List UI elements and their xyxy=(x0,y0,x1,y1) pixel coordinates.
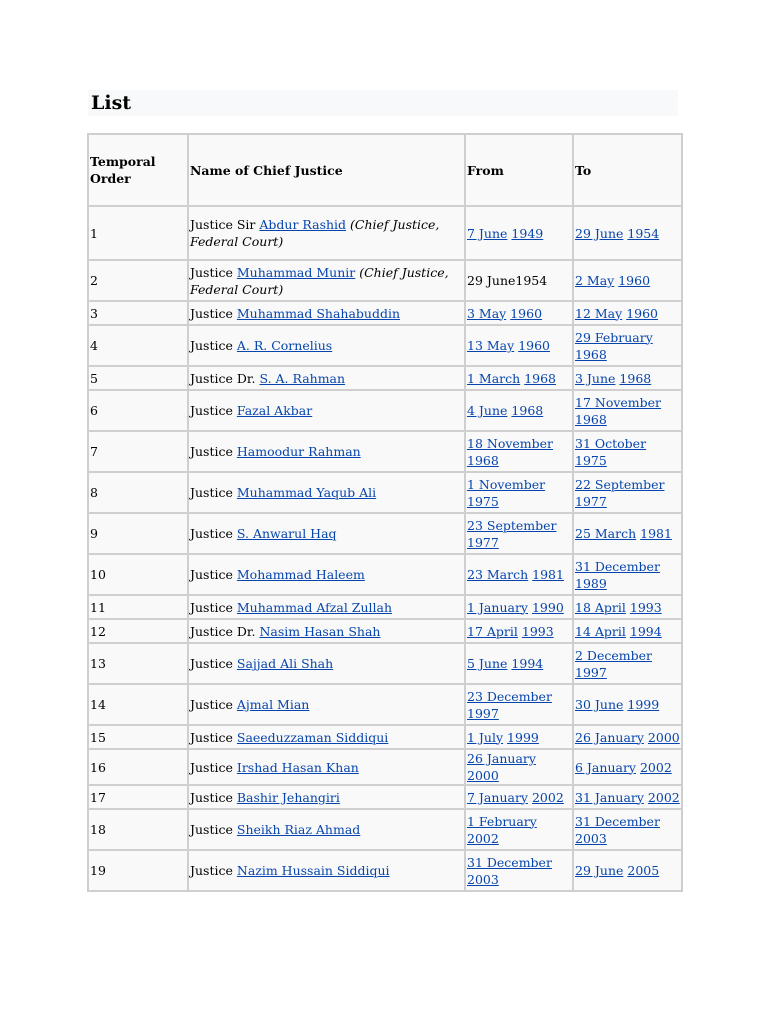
table-row xyxy=(88,301,682,325)
table-row xyxy=(88,809,682,850)
name-cell xyxy=(188,643,465,684)
name-cell xyxy=(188,206,465,260)
name-cell xyxy=(188,809,465,850)
name-cell xyxy=(188,554,465,595)
date-link[interactable]: 13 May xyxy=(467,338,515,353)
date-link[interactable]: 1968 xyxy=(575,411,607,427)
cell-text: Justice Dr. xyxy=(190,623,260,639)
table-row xyxy=(88,749,682,785)
date-link[interactable]: 2003 xyxy=(467,871,499,887)
date-link[interactable]: 1977 xyxy=(575,493,607,509)
order-cell: 5 xyxy=(88,366,188,390)
date-link[interactable]: 23 March xyxy=(467,567,529,582)
date-link[interactable]: 1968 xyxy=(575,346,607,362)
date-link[interactable]: 2 December xyxy=(575,647,652,663)
chief-justices-table xyxy=(87,133,683,892)
date-link[interactable]: 30 June xyxy=(575,697,624,712)
date-link[interactable]: 17 November xyxy=(575,394,662,410)
name-cell xyxy=(188,785,465,809)
order-cell: 7 xyxy=(88,431,188,472)
table-row xyxy=(88,850,682,891)
date-link[interactable]: 29 February xyxy=(575,329,653,345)
date-link[interactable]: 2000 xyxy=(647,729,680,745)
date-link[interactable]: 31 December xyxy=(467,854,552,870)
office-note: (Chief Justice, Federal Court) xyxy=(190,217,440,249)
to-date-cell xyxy=(573,301,682,325)
from-date-cell xyxy=(465,595,573,619)
date-link[interactable]: 2000 xyxy=(467,768,499,783)
from-date-cell xyxy=(465,684,573,725)
date-link[interactable]: 31 January xyxy=(575,789,644,805)
date-link[interactable]: 1954 xyxy=(627,225,660,241)
date-link[interactable]: 6 January xyxy=(575,759,636,775)
column-header-order: Temporal Order xyxy=(88,134,188,206)
justice-name-link[interactable]: Saeeduzzaman Siddiqui xyxy=(236,729,389,745)
date-link[interactable]: 2002 xyxy=(531,789,564,805)
cell-text: Justice xyxy=(190,697,237,712)
date-link[interactable]: 1 February xyxy=(467,813,537,829)
from-date-cell xyxy=(465,554,573,595)
column-header-to: To xyxy=(573,134,682,206)
date-link[interactable]: 2 May xyxy=(575,273,615,288)
column-header-name: Name of Chief Justice xyxy=(188,134,465,206)
justice-name-link[interactable]: Nazim Hussain Siddiqui xyxy=(236,863,390,878)
name-cell xyxy=(188,725,465,749)
from-date-cell xyxy=(465,850,573,891)
from-date-cell xyxy=(465,431,573,472)
date-link[interactable]: 31 December xyxy=(575,558,660,574)
from-date-cell xyxy=(465,785,573,809)
date-link[interactable]: 5 June xyxy=(467,656,508,671)
to-date-cell xyxy=(573,809,682,850)
name-cell xyxy=(188,619,465,643)
to-date-cell xyxy=(573,619,682,643)
cell-text: Justice xyxy=(190,526,237,541)
date-link[interactable]: 1993 xyxy=(629,599,662,615)
date-link[interactable]: 26 January xyxy=(575,729,644,745)
to-date-cell xyxy=(573,725,682,749)
to-date-cell xyxy=(573,472,682,513)
date-link[interactable]: 18 April xyxy=(575,599,626,615)
order-cell: 16 xyxy=(88,749,188,785)
from-date-cell xyxy=(465,725,573,749)
justice-name-link[interactable]: Irshad Hasan Khan xyxy=(236,759,359,775)
name-cell xyxy=(188,749,465,785)
table-row xyxy=(88,390,682,431)
date-link[interactable]: 1981 xyxy=(532,567,564,582)
date-link[interactable]: 1968 xyxy=(511,403,544,418)
to-date-cell xyxy=(573,595,682,619)
date-link[interactable]: 31 October xyxy=(575,435,647,451)
from-date-cell xyxy=(465,301,573,325)
date-link[interactable]: 1 March xyxy=(467,370,521,386)
date-link[interactable]: 31 December xyxy=(575,813,660,829)
date-link[interactable]: 2003 xyxy=(575,830,607,846)
justice-name-link[interactable]: Nasim Hasan Shah xyxy=(259,623,381,639)
cell-text: Justice Dr. xyxy=(190,370,260,386)
date-link[interactable]: 1999 xyxy=(507,729,539,745)
name-cell xyxy=(188,684,465,725)
from-date-cell xyxy=(465,513,573,554)
to-date-cell xyxy=(573,850,682,891)
justice-name-link[interactable]: Hamoodur Rahman xyxy=(236,444,361,459)
from-date-cell xyxy=(465,206,573,260)
column-header-from: From xyxy=(465,134,573,206)
date-link[interactable]: 1949 xyxy=(511,225,544,241)
cell-text: Justice xyxy=(190,567,237,582)
to-date-cell xyxy=(573,554,682,595)
date-link[interactable]: 1975 xyxy=(575,452,607,468)
to-date-cell xyxy=(573,785,682,809)
date-link[interactable]: 1960 xyxy=(618,273,651,288)
table-row xyxy=(88,260,682,301)
name-cell xyxy=(188,472,465,513)
order-cell: 14 xyxy=(88,684,188,725)
date-link[interactable]: 7 June xyxy=(467,225,508,241)
date-link[interactable]: 2005 xyxy=(627,863,660,878)
order-cell: 11 xyxy=(88,595,188,619)
date-link[interactable]: 1999 xyxy=(627,697,660,712)
date-link[interactable]: 1 January xyxy=(467,599,528,615)
date-link[interactable]: 18 November xyxy=(467,435,554,451)
cell-text: Justice xyxy=(190,863,237,878)
date-link[interactable]: 2002 xyxy=(647,789,680,805)
from-date-cell xyxy=(465,643,573,684)
order-cell: 12 xyxy=(88,619,188,643)
table-row xyxy=(88,684,682,725)
date-link[interactable]: 1960 xyxy=(626,305,658,321)
from-date-cell xyxy=(465,472,573,513)
cell-text: Justice xyxy=(190,305,237,321)
justice-name-link[interactable]: Sheikh Riaz Ahmad xyxy=(236,822,361,837)
table-row xyxy=(88,325,682,366)
to-date-cell xyxy=(573,366,682,390)
date-link[interactable]: 1994 xyxy=(511,656,544,671)
name-cell xyxy=(188,850,465,891)
order-cell: 6 xyxy=(88,390,188,431)
date-link[interactable]: 1975 xyxy=(467,493,499,509)
justice-name-link[interactable]: S. Anwarul Haq xyxy=(236,526,337,541)
date-link[interactable]: 2002 xyxy=(639,759,672,775)
to-date-cell xyxy=(573,390,682,431)
cell-text: Justice Sir xyxy=(190,217,260,232)
justice-name-link[interactable]: Ajmal Mian xyxy=(236,697,310,712)
name-cell xyxy=(188,513,465,554)
to-date-cell xyxy=(573,749,682,785)
table-row xyxy=(88,513,682,554)
table-row xyxy=(88,595,682,619)
date-link[interactable]: 1989 xyxy=(575,575,607,591)
name-cell xyxy=(188,431,465,472)
date-link[interactable]: 1997 xyxy=(467,705,499,721)
table-row xyxy=(88,785,682,809)
from-date-cell xyxy=(465,390,573,431)
order-cell: 9 xyxy=(88,513,188,554)
date-link[interactable]: 3 June xyxy=(575,370,616,386)
table-row xyxy=(88,725,682,749)
order-cell: 13 xyxy=(88,643,188,684)
date-link[interactable]: 26 January xyxy=(467,751,536,766)
table-header-row xyxy=(88,134,682,206)
date-link[interactable]: 17 April xyxy=(467,623,518,639)
date-link[interactable]: 1968 xyxy=(619,370,652,386)
cell-text: Justice xyxy=(190,729,237,745)
date-link[interactable]: 1994 xyxy=(629,623,662,639)
heading-background xyxy=(88,90,678,116)
to-date-cell xyxy=(573,513,682,554)
order-cell: 18 xyxy=(88,809,188,850)
name-cell xyxy=(188,390,465,431)
justice-name-link[interactable]: Mohammad Haleem xyxy=(236,567,365,582)
justice-name-link[interactable]: Muhammad Yaqub Ali xyxy=(236,485,377,500)
cell-text: Justice xyxy=(190,599,237,615)
justice-name-link[interactable]: A. R. Cornelius xyxy=(236,338,333,353)
order-cell: 3 xyxy=(88,301,188,325)
table-row xyxy=(88,206,682,260)
name-cell xyxy=(188,301,465,325)
date-link[interactable]: 1993 xyxy=(521,623,554,639)
to-date-cell xyxy=(573,684,682,725)
date-link[interactable]: 25 March xyxy=(575,526,637,541)
date-link[interactable]: 4 June xyxy=(467,403,508,418)
date-link[interactable]: 29 June xyxy=(575,863,624,878)
justice-name-link[interactable]: S. A. Rahman xyxy=(259,370,346,386)
date-link[interactable]: 1977 xyxy=(467,534,499,550)
order-cell: 8 xyxy=(88,472,188,513)
date-link[interactable]: 1 July xyxy=(467,729,504,745)
date-link[interactable]: 3 May xyxy=(467,305,507,321)
table-row xyxy=(88,366,682,390)
justice-name-link[interactable]: Bashir Jehangiri xyxy=(236,789,340,805)
from-date-cell xyxy=(465,749,573,785)
date-link[interactable]: 12 May xyxy=(575,305,623,321)
date-link[interactable]: 1960 xyxy=(518,338,550,353)
justice-name-link[interactable]: Sajjad Ali Shah xyxy=(236,656,334,671)
name-cell xyxy=(188,366,465,390)
cell-text: Justice xyxy=(190,822,237,837)
justice-name-link[interactable]: Fazal Akbar xyxy=(236,403,313,418)
cell-text: Justice xyxy=(190,789,237,805)
order-cell: 1 xyxy=(88,206,188,260)
cell-text: Justice xyxy=(190,656,237,671)
cell-text: Justice xyxy=(190,264,237,280)
date-link[interactable]: 22 September xyxy=(575,476,665,492)
table-row xyxy=(88,643,682,684)
name-cell xyxy=(188,595,465,619)
from-date-cell xyxy=(465,809,573,850)
to-date-cell xyxy=(573,206,682,260)
date-link[interactable]: 2002 xyxy=(467,830,499,846)
date-link[interactable]: 14 April xyxy=(575,623,626,639)
table-row xyxy=(88,431,682,472)
page-heading: List xyxy=(91,92,132,114)
name-cell xyxy=(188,325,465,366)
date-link[interactable]: 7 January xyxy=(467,789,528,805)
from-date-cell xyxy=(465,619,573,643)
cell-text: 29 June1954 xyxy=(467,273,548,288)
date-link[interactable]: 1968 xyxy=(524,370,557,386)
cell-text: Justice xyxy=(190,403,237,418)
to-date-cell xyxy=(573,643,682,684)
order-cell: 17 xyxy=(88,785,188,809)
office-note: (Chief Justice, Federal Court) xyxy=(190,264,449,297)
date-link[interactable]: 1981 xyxy=(640,526,672,541)
to-date-cell xyxy=(573,325,682,366)
date-link[interactable]: 29 June xyxy=(575,225,624,241)
table-row xyxy=(88,554,682,595)
from-date-cell xyxy=(465,260,573,301)
order-cell: 10 xyxy=(88,554,188,595)
order-cell: 15 xyxy=(88,725,188,749)
table-row xyxy=(88,619,682,643)
justice-name-link[interactable]: Muhammad Afzal Zullah xyxy=(236,599,393,615)
date-link[interactable]: 1997 xyxy=(575,664,607,680)
date-link[interactable]: 1960 xyxy=(510,305,543,321)
order-cell: 19 xyxy=(88,850,188,891)
date-link[interactable]: 1990 xyxy=(531,599,564,615)
order-cell: 2 xyxy=(88,260,188,301)
from-date-cell xyxy=(465,325,573,366)
table-row xyxy=(88,472,682,513)
from-date-cell xyxy=(465,366,573,390)
date-link[interactable]: 1968 xyxy=(467,452,499,468)
justice-name-link[interactable]: Muhammad Munir xyxy=(236,264,356,280)
justice-name-link[interactable]: Abdur Rashid xyxy=(259,217,347,232)
to-date-cell xyxy=(573,260,682,301)
cell-text: Justice xyxy=(190,444,237,459)
date-link[interactable]: 23 September xyxy=(467,517,557,533)
name-cell xyxy=(188,260,465,301)
date-link[interactable]: 23 December xyxy=(467,688,552,704)
cell-text: Justice xyxy=(190,338,237,353)
to-date-cell xyxy=(573,431,682,472)
cell-text: Justice xyxy=(190,485,237,500)
justice-name-link[interactable]: Muhammad Shahabuddin xyxy=(236,305,401,321)
order-cell: 4 xyxy=(88,325,188,366)
date-link[interactable]: 1 November xyxy=(467,476,546,492)
cell-text: Justice xyxy=(190,759,237,775)
